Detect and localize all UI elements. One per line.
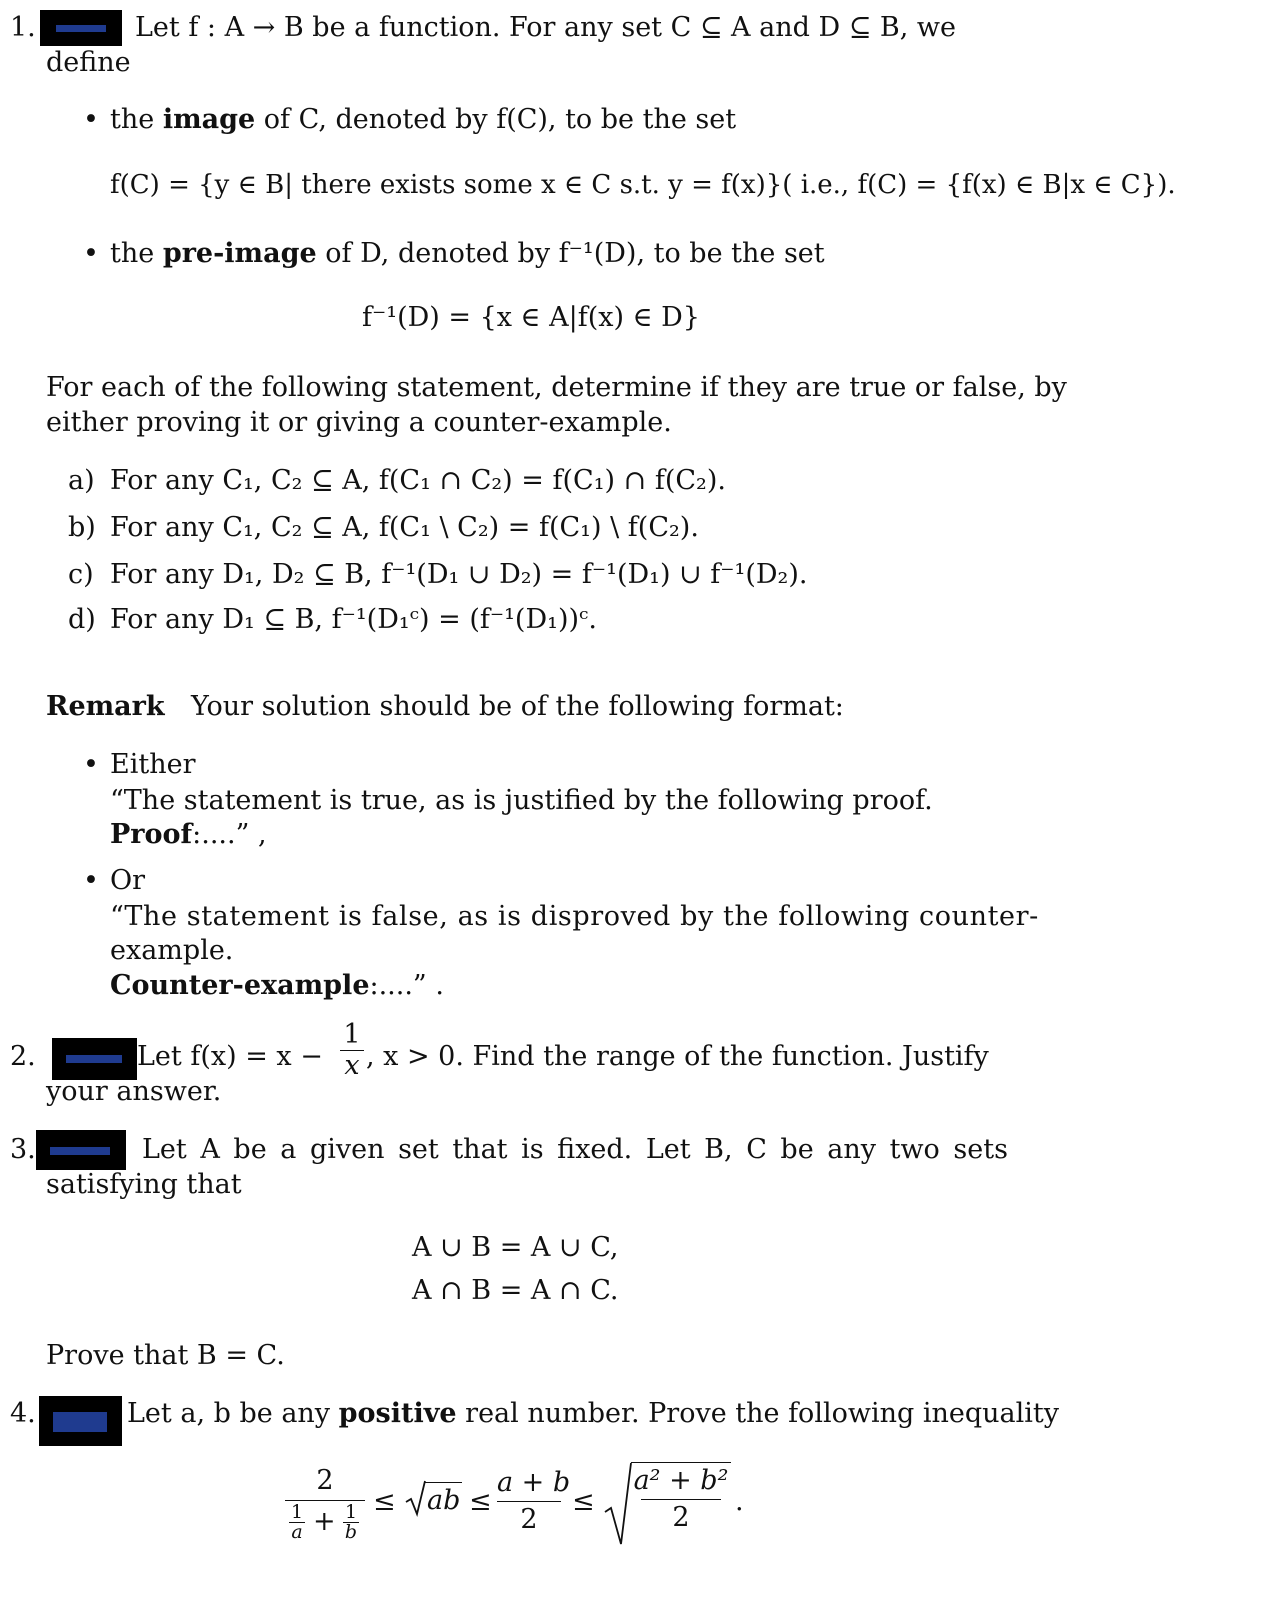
problem-3-text: Let A be a given set that is fixed. Let B, C be any two sets [142, 1134, 1008, 1165]
bullet-icon: • [83, 238, 99, 269]
qm-numerator: a² + b² [633, 1465, 729, 1496]
problem-3-number: 3. [10, 1134, 36, 1165]
leq-2: ≤ [469, 1486, 492, 1517]
preimage-definition: the pre-image of D, denoted by f⁻¹(D), to be the set [110, 238, 825, 269]
remark-title: Remark [46, 691, 165, 722]
problem-3-text-cont: satisfying that [46, 1169, 242, 1200]
preimage-formula: f⁻¹(D) = {x ∈ A|f(x) ∈ D} [362, 302, 700, 333]
problem-2-text-pre: Let f(x) = x − [137, 1041, 323, 1072]
sqrt-sign-icon [603, 1462, 633, 1546]
either-quote: “The statement is true, as is justified by the following proof. [110, 785, 933, 816]
hm-denominator [285, 1500, 365, 1545]
bullet-icon: • [83, 865, 99, 896]
item-a-text: For any C₁, C₂ ⊆ A, f(C₁ ∩ C₂) = f(C₁) ∩ f(C₂). [110, 465, 726, 496]
item-b-label: b) [68, 512, 96, 543]
problem-2-text-post: , x > 0. Find the range of the function. Justify [366, 1041, 989, 1072]
one-over-b [343, 1503, 359, 1542]
frac-denominator: x [340, 1050, 364, 1081]
leq-3: ≤ [572, 1486, 595, 1517]
proof-line: Proof:....” , [110, 819, 267, 850]
problem-2-text-cont: your answer. [46, 1076, 222, 1107]
instruction-line-2: either proving it or giving a counter-example. [46, 407, 672, 438]
qm-denominator: 2 [641, 1499, 721, 1536]
counter-example-line: Counter-example:....” . [110, 970, 444, 1001]
one-over-a [289, 1503, 305, 1542]
plus: + [313, 1506, 336, 1537]
fraction-one-over-x [340, 1020, 364, 1081]
am-fraction [497, 1465, 571, 1538]
item-d-label: d) [68, 604, 96, 635]
image-formula: f(C) = {y ∈ B| there exists some x ∈ C s.t. y = f(x)}( i.e., f(C) = {f(x) ∈ B|x ∈ C}). [110, 170, 1176, 200]
problem-4-number: 4. [10, 1398, 36, 1429]
bullet-icon: • [83, 749, 99, 780]
either-label: Either [110, 749, 196, 780]
period: . [735, 1486, 744, 1517]
problem-4-text: Let a, b be any positive real number. Prove the following inequality [127, 1398, 1059, 1429]
sqrt-sign-icon [405, 1478, 427, 1518]
problem-1-intro-cont: define [46, 47, 131, 78]
redaction-box [40, 10, 122, 46]
equation-intersection: A ∩ B = A ∩ C. [412, 1275, 619, 1306]
item-c-label: c) [68, 559, 94, 590]
redaction-box [39, 1396, 122, 1446]
one: 1 [344, 1501, 358, 1523]
item-b-text: For any C₁, C₂ ⊆ A, f(C₁ \ C₂) = f(C₁) \ f(C₂). [110, 512, 699, 543]
am-numerator: a + b [497, 1467, 571, 1498]
leq-1: ≤ [373, 1486, 396, 1517]
one: 1 [290, 1501, 304, 1523]
radicand-ab: ab [425, 1482, 462, 1519]
am-denominator: 2 [497, 1501, 561, 1538]
redaction-box [36, 1130, 126, 1170]
remark-text: Your solution should be of the following format: [191, 691, 844, 722]
item-c-text: For any D₁, D₂ ⊆ B, f⁻¹(D₁ ∪ D₂) = f⁻¹(D₁) ∪ f⁻¹(D₂). [110, 559, 808, 590]
problem-2-number: 2. [10, 1041, 36, 1072]
item-a-label: a) [68, 465, 95, 496]
or-quote-line-1: “The statement is false, as is disproved by the following counter- [110, 901, 1039, 932]
hm-fraction [285, 1462, 365, 1545]
item-d-text: For any D₁ ⊆ B, f⁻¹(D₁ᶜ) = (f⁻¹(D₁))ᶜ. [110, 604, 597, 635]
frac-numerator: 1 [343, 1019, 361, 1050]
b: b [344, 1521, 358, 1543]
or-quote-line-2: example. [110, 935, 234, 966]
problem-1-number: 1. [10, 12, 36, 43]
bullet-icon: • [83, 104, 99, 135]
problem-3-conclusion: Prove that B = C. [46, 1340, 285, 1371]
image-definition: the image of C, denoted by f(C), to be the set [110, 104, 737, 135]
qm-fraction [631, 1462, 731, 1536]
hm-numerator: 2 [316, 1465, 334, 1496]
equation-union: A ∪ B = A ∪ C, [412, 1232, 619, 1263]
a: a [289, 1522, 305, 1542]
or-label: Or [110, 865, 146, 896]
instruction-line-1: For each of the following statement, determine if they are true or false, by [46, 372, 1067, 403]
problem-1-intro: Let f : A → B be a function. For any set C ⊆ A and D ⊆ B, we [135, 12, 957, 43]
